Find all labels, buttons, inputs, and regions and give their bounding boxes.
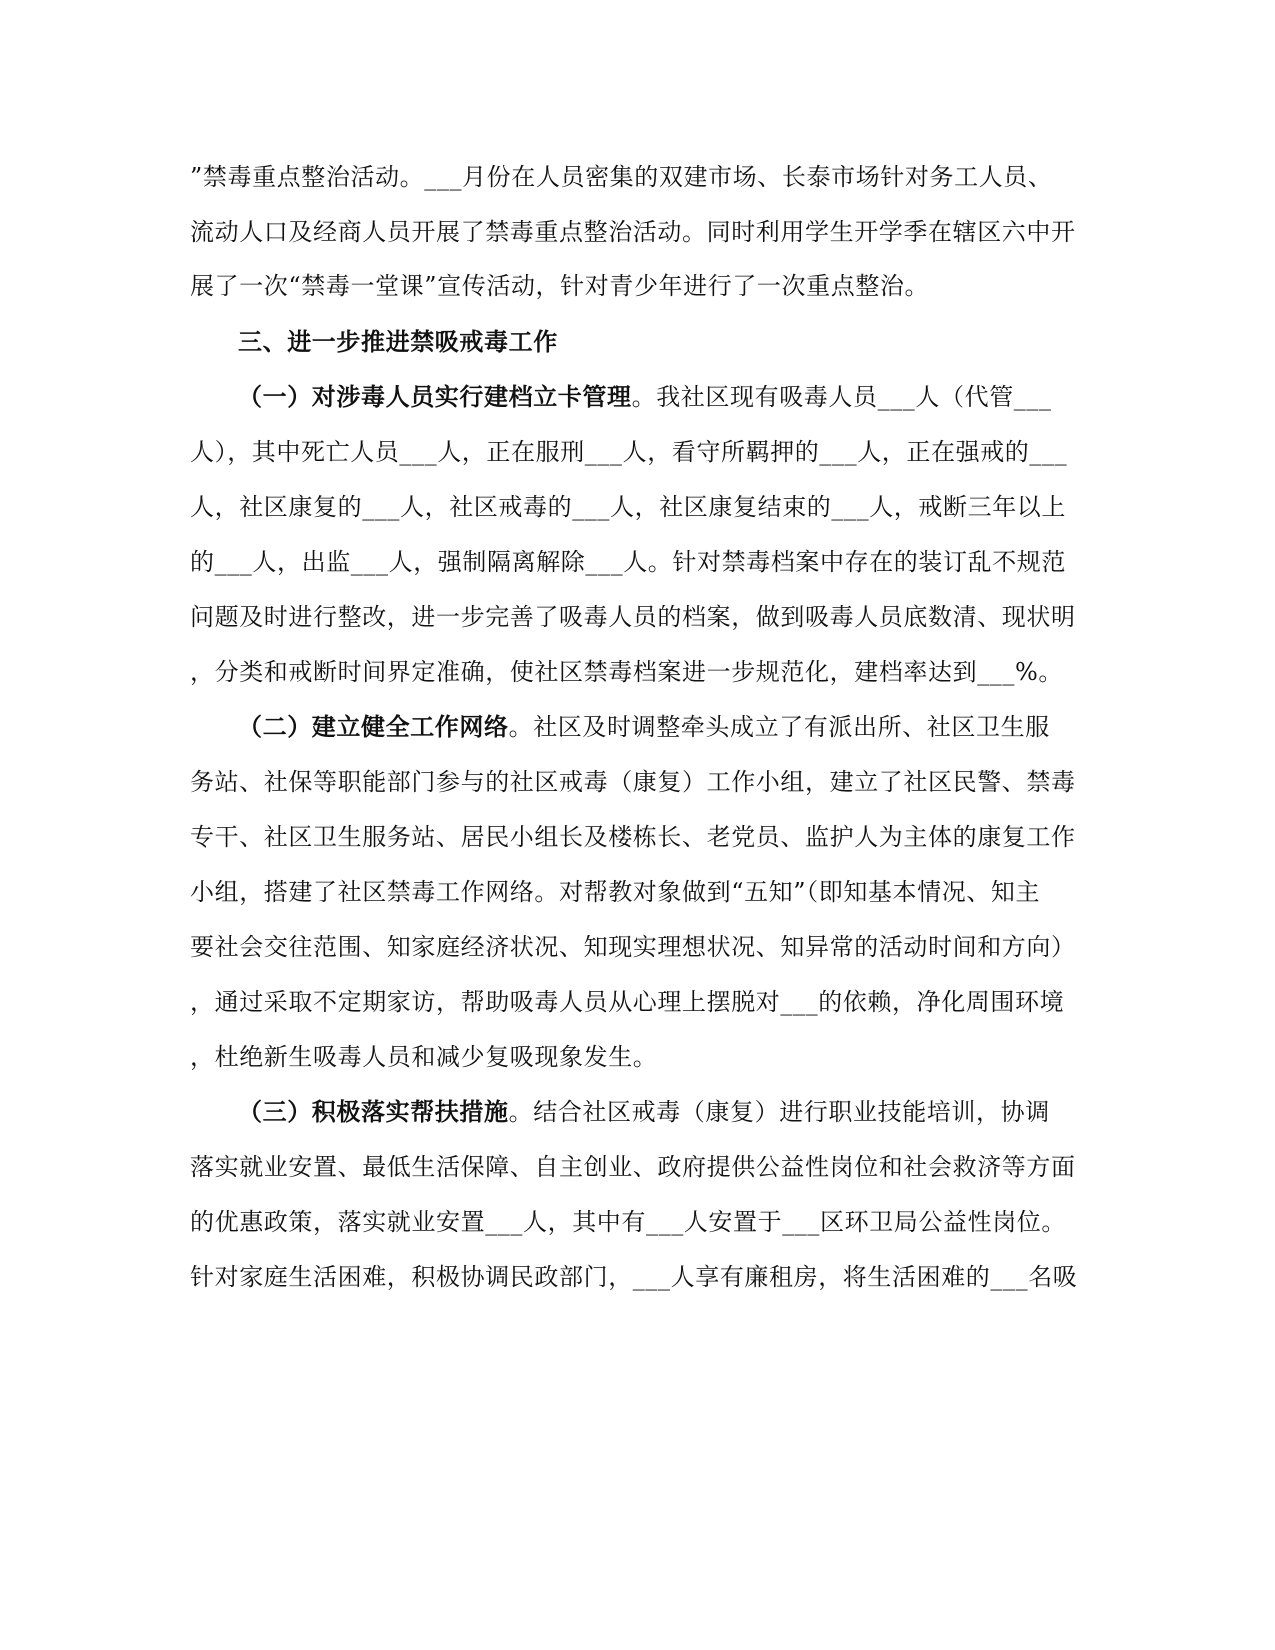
paragraph-line: 小组，搭建了社区禁毒工作网络。对帮教对象做到“五知”（即知基本情况、知主 bbox=[190, 878, 1041, 906]
paragraph-line: 的优惠政策，落实就业安置___人，其中有___人安置于___区环卫局公益性岗位。 bbox=[190, 1208, 1066, 1236]
subsection-first-line bbox=[238, 381, 1052, 413]
paragraph-line: 人，社区康复的___人，社区戒毒的___人，社区康复结束的___人，戒断三年以上 bbox=[190, 493, 1066, 521]
subsection-title: （二）建立健全工作网络 bbox=[238, 712, 509, 741]
paragraph-line: ，杜绝新生吸毒人员和减少复吸现象发生。 bbox=[190, 1043, 658, 1071]
subsection-text: 。我社区现有吸毒人员___人（代管___ bbox=[631, 383, 1052, 411]
section-heading: 三、进一步推进禁吸戒毒工作 bbox=[238, 327, 558, 356]
subsection-text: 。社区及时调整牵头成立了有派出所、社区卫生服 bbox=[508, 713, 1050, 741]
subsection-title: （一）对涉毒人员实行建档立卡管理 bbox=[238, 382, 632, 411]
paragraph-line: ，通过采取不定期家访，帮助吸毒人员从心理上摆脱对___的依赖，净化周围环境 bbox=[190, 988, 1065, 1016]
paragraph-line: 展了一次“禁毒一堂课”宣传活动，针对青少年进行了一次重点整治。 bbox=[190, 272, 930, 300]
paragraph-line: 问题及时进行整改，进一步完善了吸毒人员的档案，做到吸毒人员底数清、现状明 bbox=[190, 603, 1076, 631]
paragraph-line: ”禁毒重点整治活动。___月份在人员密集的双建市场、长泰市场针对务工人员、 bbox=[190, 163, 1053, 191]
paragraph-line: 要社会交往范围、知家庭经济状况、知现实理想状况、知异常的活动时间和方向） bbox=[190, 933, 1076, 961]
paragraph-line: 专干、社区卫生服务站、居民小组长及楼栋长、老党员、监护人为主体的康复工作 bbox=[190, 823, 1076, 851]
paragraph-line: 流动人口及经商人员开展了禁毒重点整治活动。同时利用学生开学季在辖区六中开 bbox=[190, 218, 1076, 246]
subsection-first-line bbox=[238, 1096, 1050, 1128]
paragraph-line: 针对家庭生活困难，积极协调民政部门，___人享有廉租房，将生活困难的___名吸 bbox=[190, 1263, 1078, 1291]
paragraph-line: 人），其中死亡人员___人，正在服刑___人，看守所羁押的___人，正在强戒的___ bbox=[190, 438, 1068, 466]
paragraph-line: 务站、社保等职能部门参与的社区戒毒（康复）工作小组，建立了社区民警、禁毒 bbox=[190, 768, 1076, 796]
paragraph-line: 落实就业安置、最低生活保障、自主创业、政府提供公益性岗位和社会救济等方面 bbox=[190, 1153, 1076, 1181]
paragraph-line: 的___人，出监___人，强制隔离解除___人。针对禁毒档案中存在的装订乱不规范 bbox=[190, 548, 1066, 576]
paragraph-line: ，分类和戒断时间界定准确，使社区禁毒档案进一步规范化，建档率达到___%。 bbox=[190, 658, 1064, 686]
subsection-title: （三）积极落实帮扶措施 bbox=[238, 1097, 509, 1126]
subsection-first-line bbox=[238, 711, 1050, 743]
subsection-text: 。结合社区戒毒（康复）进行职业技能培训，协调 bbox=[508, 1098, 1050, 1126]
